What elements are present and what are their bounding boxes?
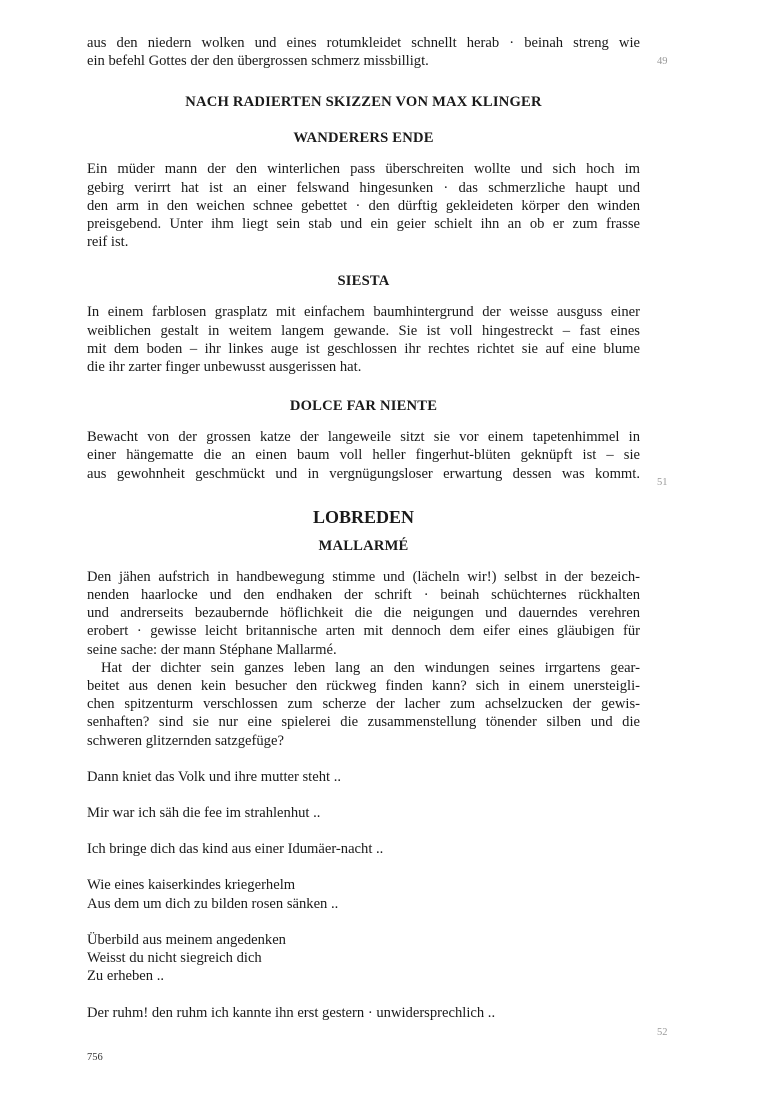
margin-line-number: 51: [657, 477, 668, 488]
text-line: Hat der dichter sein ganzes leben lang an den windungen seines irrgartens gear-: [101, 659, 640, 676]
verse-line: Aus dem um dich zu bilden rosen sänken ..: [87, 895, 339, 912]
text-line: reif ist.: [87, 234, 129, 251]
verse-line: Zu erheben ..: [87, 968, 164, 985]
section-title-lobreden: LOBREDEN: [312, 506, 415, 527]
verse-stanza: [87, 876, 640, 912]
text-line: den arm in den weichen schnee gebettet · den dürftig gekleideten körper den winden: [87, 197, 640, 214]
verse-line: Mir war ich säh die fee im strahlenhut ..: [87, 805, 321, 822]
text-line: In einem farblosen grasplatz mit einfachem baumhintergrund der weisse ausguss einer: [87, 304, 640, 321]
verse-stanza: [87, 840, 640, 858]
paragraph-dolce-far-niente: [87, 428, 640, 483]
text-line: weiblichen gestalt in weitem langem gewande. Sie ist voll hingestreckt – fast eines: [87, 322, 640, 339]
text-line: mit dem boden – ihr linkes auge ist geschlossen ihr rechtes richtet sie auf eine blume: [87, 340, 640, 357]
verse-line: Wie eines kaiserkindes kriegerhelm: [87, 877, 296, 894]
verse-quotations: [87, 768, 640, 1022]
text-line: nenden haarlocke und den endhaken der schrift · beinah schüchternes rückhalten: [87, 587, 640, 604]
text-line: erobert · gewisse leicht britannische arten mit dennoch dem eifer eines gläubigen für: [87, 623, 640, 640]
margin-line-number: 52: [657, 1027, 668, 1038]
heading-wanderers-ende: WANDERERS ENDE: [293, 130, 434, 147]
text-line: die ihr zarter finger unbewusst ausgerissen hat.: [87, 359, 362, 376]
margin-line-number: 49: [657, 56, 668, 67]
section-title-klinger: NACH RADIERTEN SKIZZEN VON MAX KLINGER: [185, 94, 542, 111]
paragraph-wanderers-ende: [87, 160, 640, 251]
paragraph-mallarme-2: [87, 659, 640, 750]
heading-mallarme: MALLARMÉ: [318, 537, 409, 554]
verse-line: Ich bringe dich das kind aus einer Idumäer-nacht ..: [87, 841, 384, 858]
heading-dolce-far-niente: DOLCE FAR NIENTE: [289, 398, 438, 415]
verse-stanza: [87, 804, 640, 822]
verse-stanza: [87, 1004, 640, 1022]
verse-line: Der ruhm! den ruhm ich kannte ihn erst gestern · unwidersprechlich ..: [87, 1004, 496, 1021]
text-line: schweren glitzernden satzgefüge?: [87, 732, 284, 749]
text-line: preisgebend. Unter ihm liegt sein stab und ein geier schielt ihn an ob er zum frasse: [87, 216, 640, 233]
text-line: Ein müder mann der den winterlichen pass überschreiten wollte und sich hoch im: [87, 161, 640, 178]
text-line: und andrerseits bezaubernde höflichkeit die die neigungen und dauerndes verehren: [87, 605, 640, 622]
paragraph-mallarme-1: [87, 568, 640, 659]
text-line: einer hängematte die an einen baum voll heller fingerhut-blüten geknüpft ist – sie: [87, 447, 640, 464]
text-line: Bewacht von der grossen katze der langeweile sitzt sie vor einem tapetenhimmel in: [87, 429, 640, 446]
heading-siesta: SIESTA: [337, 273, 390, 290]
verse-line: Weisst du nicht siegreich dich: [87, 950, 262, 967]
verse-stanza: [87, 768, 640, 786]
verse-line: Überbild aus meinem angedenken: [87, 931, 286, 948]
verse-line: Dann kniet das Volk und ihre mutter steht ..: [87, 768, 342, 785]
intro-paragraph: [87, 34, 640, 70]
text-line: chen spitzenturm verschlossen zum scherze der lacher zum achselzucken der gewis-: [87, 696, 640, 713]
paragraph-siesta: [87, 303, 640, 376]
text-line: Den jähen aufstrich in handbewegung stimme und (lächeln wir!) selbst in der bezeich-: [87, 568, 640, 585]
verse-stanza: [87, 931, 640, 986]
page-number: 756: [87, 1052, 103, 1063]
text-line: aus den niedern wolken und eines rotumkleidet schnellt herab · beinah streng wie: [87, 35, 640, 51]
text-line: seine sache: der mann Stéphane Mallarmé.: [87, 641, 337, 658]
text-line: beitet aus denen kein besucher den rückweg finden kann? sich in einem unersteigli-: [87, 678, 640, 695]
text-line: senhaften? sind sie nur eine spielerei die zusammenstellung tönender silben und die: [87, 714, 640, 731]
text-line: aus gewohnheit geschmückt und in vergnügungsloser erwartung dessen was kommt.: [87, 465, 640, 482]
text-line: ein befehl Gottes der den übergrossen schmerz missbilligt.: [87, 53, 429, 70]
page-body: [87, 34, 640, 1022]
text-line: gebirg verirrt hat ist an einer felswand hingesunken · das schmerzliche haupt und: [87, 179, 640, 196]
